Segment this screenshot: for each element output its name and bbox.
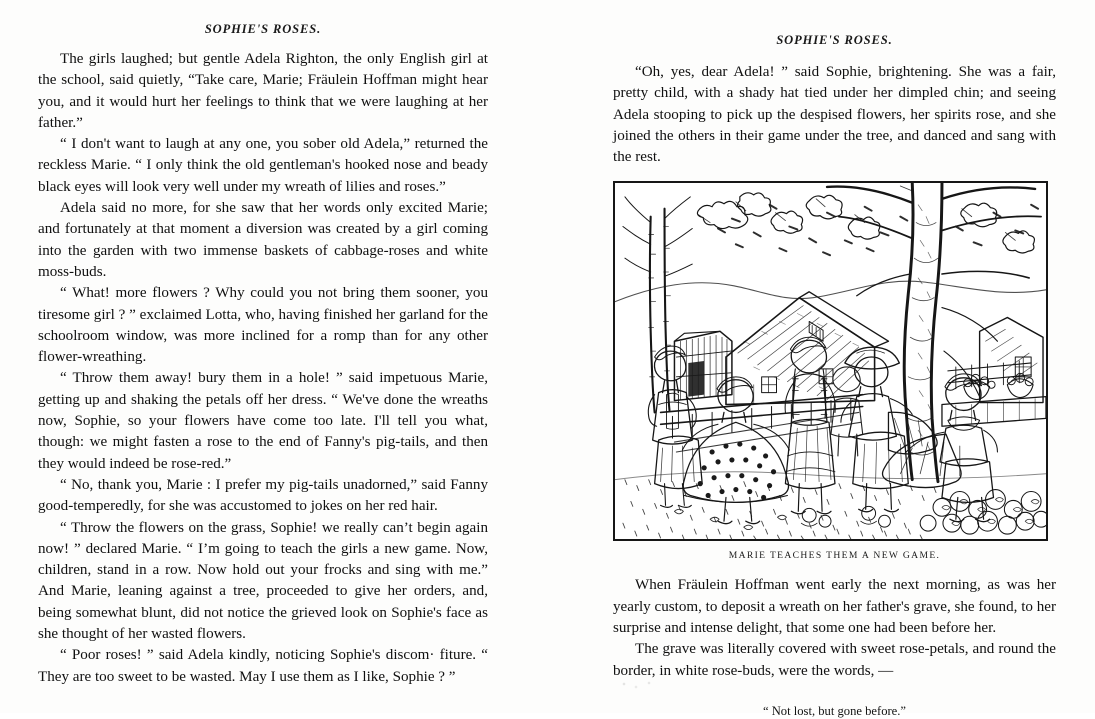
paragraph: “ What! more flowers ? Why could you not bring them sooner, you tiresome girl ? ” exclaimed Lotta, who, having finished her garland for the schoolroom window, was more inclined for a romp than for any other flower-wreathing.: [38, 285, 488, 366]
illustration-frame: [613, 181, 1048, 541]
paragraph: “ Throw them away! bury them in a hole! ” said impetuous Marie, getting up and shaking the petals off her dress. “ We've done the wreaths now, Sophie, so your flowers have come too late. I'll tell you what, though: we might fasten a rose to the end of Fanny's pig-tails, and then they would indeed be rose-red.”: [38, 370, 488, 472]
paragraph: “ Poor roses! ” said Adela kindly, noticing Sophie's discom· fiture. “ They are too sweet to be wasted. May I use them as I like, Sophie ? ”: [38, 647, 488, 685]
figure-caption: MARIE TEACHES THEM A NEW GAME.: [728, 550, 941, 562]
engraving-artwork: [615, 183, 1046, 539]
running-head-right: SOPHIE'S ROSES.: [776, 33, 893, 47]
paragraph: The girls laughed; but gentle Adela Righton, the only English girl at the school, said quietly, “Take care, Marie; Fräulein Hoffman might hear you, and it would hurt her feelings to think that we were laughing at her father.”: [38, 51, 488, 131]
paragraph: “ I don't want to laugh at any one, you sober old Adela,” returned the reckless Marie. “ I only think the old gentleman's hooked nose and beady black eyes will look very well under my wreath of lilies and roses.”: [38, 136, 488, 195]
paragraph: The grave was literally covered with sweet rose-petals, and round the border, in white rose-buds, were the words, —: [613, 641, 1056, 679]
left-text-column: [38, 0, 488, 713]
paragraph: “ No, thank you, Marie : I prefer my pig-tails unadorned,” said Fanny good-temperedly, for she was accustomed to jokes on her red hair.: [38, 476, 488, 515]
right-column-body-top: [613, 62, 1056, 168]
closing-quotation: “ Not lost, but gone before.”: [762, 703, 907, 718]
paragraph: When Fräulein Hoffman went early the next morning, as was her yearly custom, to deposit a wreath on her father's grave, she found, to her surprise and intense delight, that some one had been before her.: [613, 577, 1056, 637]
right-text-column: [613, 0, 1056, 718]
paragraph: “ Throw the flowers on the grass, Sophie! we really can’t begin again now! ” declared Marie. “ I’m going to teach the girls a new game. Now, children, stand in a row. Now hold out your frocks and sing with me.” And Marie, leaning against a tree, proceeded to give her orders, and, being somewhat blunt, did not notice the grieved look on Sophie's face as she thought of her wasted flowers.: [38, 519, 488, 643]
running-head-left: SOPHIE'S ROSES.: [204, 22, 322, 36]
right-column-body-bottom: [613, 575, 1056, 681]
figure-illustration: [613, 181, 1056, 561]
paragraph: “Oh, yes, dear Adela! ” said Sophie, brightening. She was a fair, pretty child, with a shady hat tied under her dimpled chin; and seeing Adela stooping to pick up the despised flowers, her spirits rose, and she joined the others in their game under the tree, and danced and sang with the rest.: [613, 64, 1056, 166]
scan-artifact: [620, 680, 660, 690]
left-column-body: [38, 49, 488, 688]
paragraph: Adela said no more, for she saw that her words only excited Marie; and fortunately at that moment a diversion was created by a girl coming into the garden with two immense baskets of cabbage-roses and white moss-buds.: [38, 200, 488, 280]
